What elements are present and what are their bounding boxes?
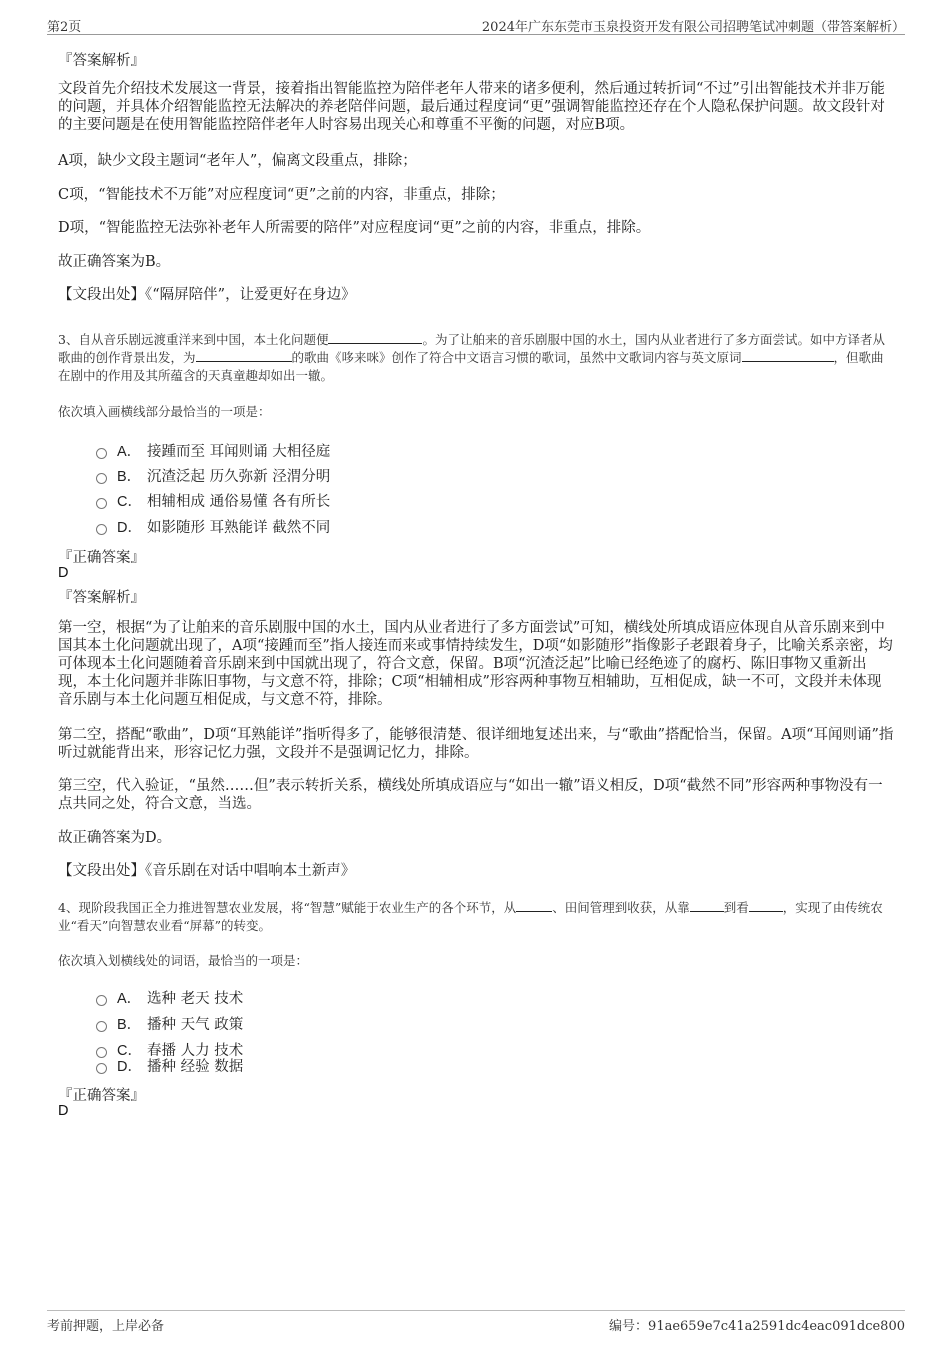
- page-number: 第2页: [47, 20, 82, 35]
- q3-option-c[interactable]: C． 相辅相成 通俗易懂 各有所长: [96, 490, 330, 511]
- q3-stem: 3、自从音乐剧远渡重洋来到中国，本土化问题便 。为了让舶来的音乐剧服中国的水土，国内从业者进行了多方面尝试。如中方译者从歌曲的创作背景出发，为 的歌曲《哆来咪》创作了符合中文语言习惯的歌词，虽然中文歌词内容与英文原词 ，但歌曲在剧中的作用及其所蕴含的天真童趣却如出一辙。: [58, 332, 885, 383]
- radio-icon[interactable]: [96, 995, 107, 1006]
- q4-blank-3: [749, 899, 783, 912]
- page-footer: [47, 1310, 905, 1333]
- q4-blank-1: [516, 899, 552, 912]
- q3-conclusion: 故正确答案为D。: [58, 830, 172, 846]
- q2-conclusion: 故正确答案为B。: [58, 254, 171, 270]
- q4-option-d[interactable]: D． 播种 经验 数据: [96, 1055, 243, 1076]
- q3-answer: D: [58, 565, 69, 581]
- q3-analysis-tag: 『答案解析』: [58, 590, 145, 606]
- q3-analysis-para-1: 第一空，根据“为了让舶来的音乐剧服中国的水土，国内从业者进行了多方面尝试”可知，横线处所填成语应体现自从音乐剧来到中国其本土化问题就出现了，A项“接踵而至”指人接连而来或事情持续发生，D项“如影随形”指像影子老跟着身子，比喻关系亲密，均可体现本土化问题随着音乐剧来到中国就出现了，符合文意，保留。B项“沉渣泛起”比喻已经绝迹了的腐朽、陈旧事物又重新出现，本土化问题并非陈旧事物，与文意不符，排除；C项“相辅相成”形容两种事物互相辅助，互相促成，缺一不可，文段并未体现音乐剧与本土化问题互相促成，与文意不符，排除。: [58, 620, 893, 708]
- q3-prompt: 依次填入画横线部分最恰当的一项是：: [58, 404, 271, 419]
- q3-source: 【文段出处】《音乐剧在对话中唱响本土新声》: [58, 863, 356, 879]
- q4-prompt: 依次填入划横线处的词语，最恰当的一项是：: [58, 953, 309, 968]
- q4-answer: D: [58, 1103, 69, 1119]
- q3-option-b[interactable]: B． 沉渣泛起 历久弥新 泾渭分明: [96, 465, 330, 486]
- q3-blank-2: [196, 349, 292, 362]
- radio-icon[interactable]: [96, 448, 107, 459]
- q3-blank-1: [328, 331, 422, 344]
- q4-option-b[interactable]: B． 播种 天气 政策: [96, 1013, 243, 1034]
- radio-icon[interactable]: [96, 498, 107, 509]
- q3-option-a[interactable]: A． 接踵而至 耳闻则诵 大相径庭: [96, 440, 330, 461]
- q3-option-d[interactable]: D． 如影随形 耳熟能详 截然不同: [96, 516, 330, 537]
- footer-slogan: 考前押题，上岸必备: [47, 1319, 165, 1334]
- q2-option-a-note: A项，缺少文段主题词“老年人”，偏离文段重点，排除；: [58, 153, 417, 169]
- q3-analysis-para-3: 第三空，代入验证，“虽然……但”表示转折关系，横线处所填成语应与“如出一辙”语义相反，D项“截然不同”形容两种事物没有一点共同之处，符合文意，当选。: [58, 778, 883, 812]
- q2-option-c-note: C项，“智能技术不万能”对应程度词“更”之前的内容，非重点，排除；: [58, 187, 505, 203]
- radio-icon[interactable]: [96, 1021, 107, 1032]
- radio-icon[interactable]: [96, 473, 107, 484]
- q2-source: 【文段出处】《“隔屏陪伴”，让爱更好在身边》: [58, 287, 356, 303]
- q3-blank-3: [742, 349, 834, 362]
- q3-answer-tag: 『正确答案』: [58, 550, 145, 566]
- q4-option-a[interactable]: A． 选种 老天 技术: [96, 987, 243, 1008]
- q4-stem: 4、现阶段我国正全力推进智慧农业发展，将“智慧”赋能于农业生产的各个环节，从 、田间管理到收获，从靠 到看 ，实现了由传统农业“看天”向智慧农业看“屏幕”的转变。: [58, 900, 883, 933]
- q4-option-c[interactable]: C． 春播 人力 技术: [96, 1039, 243, 1060]
- q4-answer-tag: 『正确答案』: [58, 1088, 145, 1104]
- radio-icon[interactable]: [96, 524, 107, 535]
- document-id: 编号：91ae659e7c41a2591dc4eac091dce800: [609, 1319, 905, 1334]
- q2-analysis-text: 文段首先介绍技术发展这一背景，接着指出智能监控为陪伴老年人带来的诸多便利，然后通过转折词“不过”引出智能技术并非万能的问题，并具体介绍智能监控无法解决的养老陪伴问题，最后通过程度词“更”强调智能监控还存在个人隐私保护问题。故文段针对的主要问题是在使用智能监控陪伴老年人时容易出现关心和尊重不平衡的问题，对应B项。: [58, 81, 885, 133]
- radio-icon[interactable]: [96, 1063, 107, 1074]
- page-header: [47, 14, 905, 35]
- q3-analysis-para-2: 第二空，搭配“歌曲”，D项“耳熟能详”指听得多了，能够很清楚、很详细地复述出来，与“歌曲”搭配恰当，保留。A项“耳闻则诵”指听过就能背出来，形容记忆力强，文段并不是强调记忆力，排除。: [58, 727, 894, 761]
- q4-blank-2: [690, 899, 724, 912]
- document-title: 2024年广东东莞市玉泉投资开发有限公司招聘笔试冲刺题（带答案解析）: [481, 20, 905, 35]
- q2-analysis-tag: 『答案解析』: [58, 53, 145, 69]
- q2-option-d-note: D项，“智能监控无法弥补老年人所需要的陪伴”对应程度词“更”之前的内容，非重点，排除。: [58, 220, 651, 236]
